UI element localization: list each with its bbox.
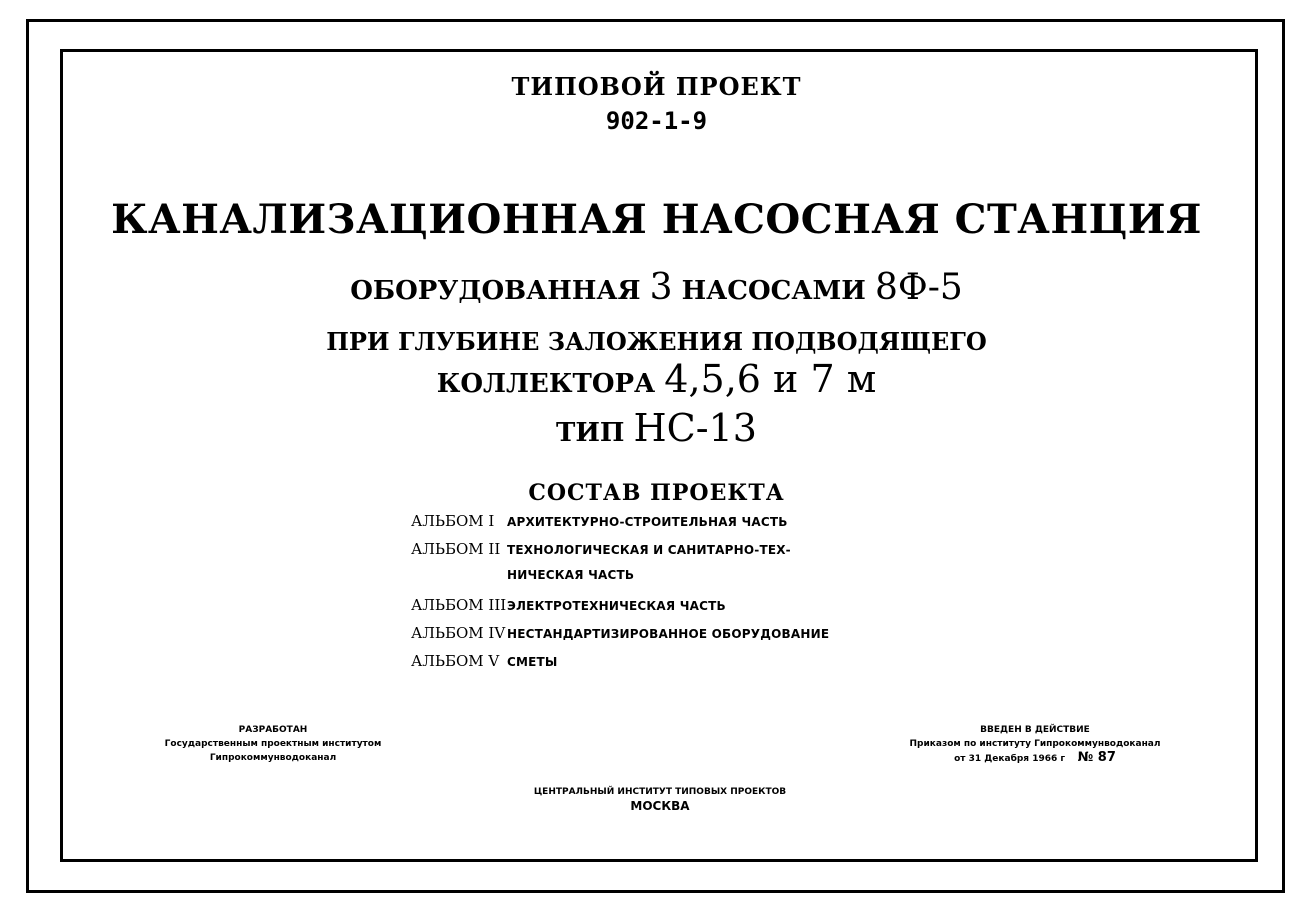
pump-model: 8Ф-5 <box>874 267 963 308</box>
list-item <box>411 624 931 652</box>
subtitle-equipment-text: ОБОРУДОВАННАЯ <box>350 276 641 306</box>
developed-label: РАЗРАБОТАН <box>238 725 308 735</box>
enacted-order: Приказом по институту Гипрокоммунводоканал <box>909 739 1161 749</box>
subtitle-pumps-word: НАСОСАМИ <box>681 276 866 306</box>
collector-depths: 4,5,6 и 7 м <box>664 357 877 401</box>
list-item <box>411 512 931 540</box>
subtitle-collector-text: КОЛЛЕКТОРА <box>436 369 656 399</box>
composition-heading: СОСТАВ ПРОЕКТА <box>528 480 785 506</box>
album-title: АРХИТЕКТУРНО-СТРОИТЕЛЬНАЯ ЧАСТЬ <box>507 515 788 529</box>
album-title: ТЕХНОЛОГИЧЕСКАЯ И САНИТАРНО-ТЕХ- <box>507 543 791 557</box>
developed-by-block <box>108 723 438 765</box>
project-number: 902-1-9 <box>605 107 708 135</box>
list-item <box>411 540 931 568</box>
enacted-date-line <box>865 751 1205 766</box>
album-list <box>411 512 931 680</box>
album-title: ЭЛЕКТРОТЕХНИЧЕСКАЯ ЧАСТЬ <box>507 599 726 613</box>
page-title: КАНАЛИЗАЦИОННАЯ НАСОСНАЯ СТАНЦИЯ <box>111 196 1202 243</box>
subtitle-equipment <box>0 267 1313 308</box>
album-label: АЛЬБОМ II <box>411 540 501 558</box>
pump-count: 3 <box>649 267 673 308</box>
list-item <box>411 652 931 680</box>
album-label: АЛЬБОМ I <box>411 512 495 530</box>
publisher-block <box>420 785 900 813</box>
album-title: НЕСТАНДАРТИЗИРОВАННОЕ ОБОРУДОВАНИЕ <box>507 627 830 641</box>
station-type-code: НС-13 <box>633 406 757 450</box>
album-label: АЛЬБОМ IV <box>411 624 506 642</box>
enacted-label: ВВЕДЕН В ДЕЙСТВИЕ <box>980 725 1090 735</box>
subtitle-type <box>0 406 1313 450</box>
enacted-number: № 87 <box>1077 750 1116 765</box>
album-title-continuation: НИЧЕСКАЯ ЧАСТЬ <box>507 568 635 582</box>
album-label: АЛЬБОМ III <box>411 596 507 614</box>
subtitle-type-text: ТИП <box>556 418 625 448</box>
developed-by-line: Государственным проектным институтом <box>164 739 382 749</box>
enacted-block <box>865 723 1205 766</box>
list-item <box>411 596 931 624</box>
project-type: ТИПОВОЙ ПРОЕКТ <box>511 72 802 101</box>
album-label: АЛЬБОМ V <box>411 652 500 670</box>
enacted-date: от 31 Декабря 1966 г <box>954 754 1066 764</box>
publisher-name: ЦЕНТРАЛЬНЫЙ ИНСТИТУТ ТИПОВЫХ ПРОЕКТОВ <box>533 787 787 797</box>
publisher-city: МОСКВА <box>630 799 690 813</box>
list-item-continuation <box>411 568 931 596</box>
album-title: СМЕТЫ <box>507 655 558 669</box>
subtitle-depth: ПРИ ГЛУБИНЕ ЗАЛОЖЕНИЯ ПОДВОДЯЩЕГО <box>326 327 987 356</box>
subtitle-collector <box>0 357 1313 401</box>
developed-by-org: Гипрокоммунводоканал <box>209 753 337 763</box>
